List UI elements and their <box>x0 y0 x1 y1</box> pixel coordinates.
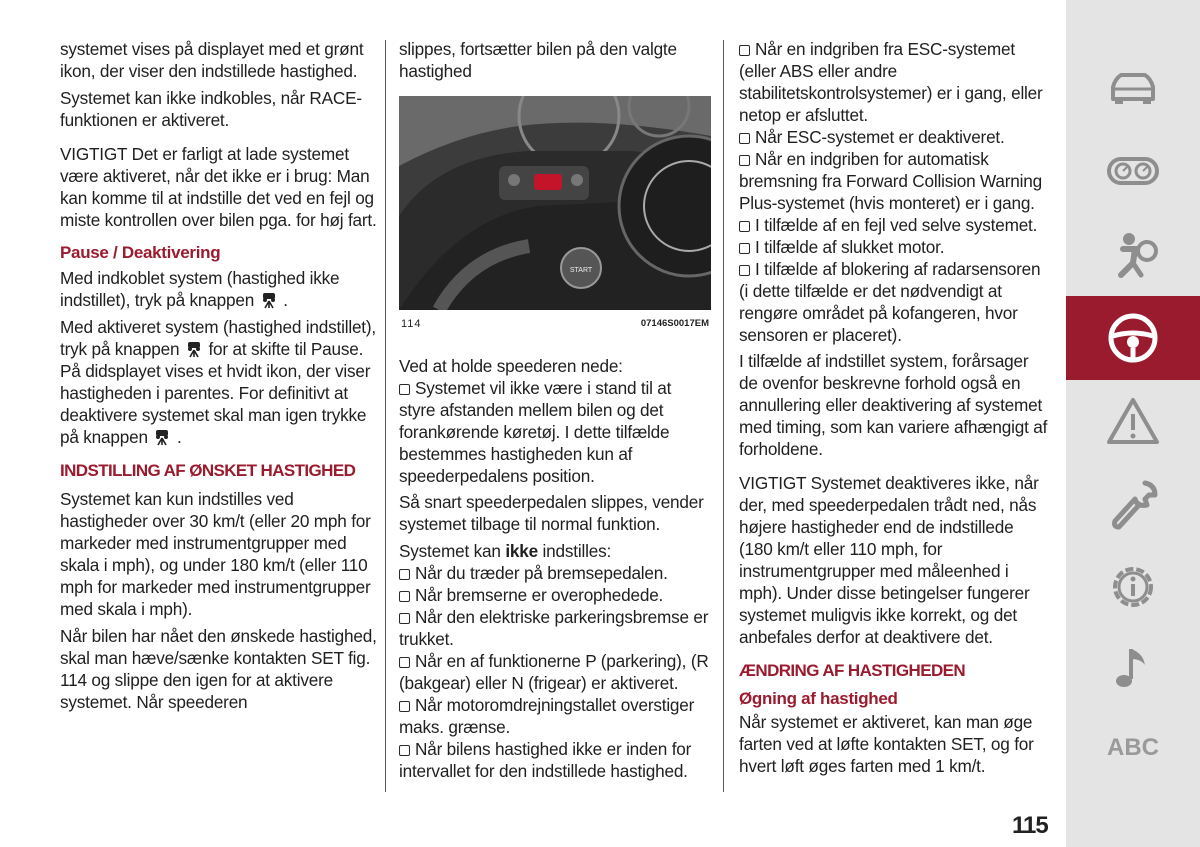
tab-warnings[interactable] <box>1066 380 1200 464</box>
paragraph: Når bilen har nået den ønskede hastighed, skal man hæve/sænke kontakten SET fig. 114 og slippe den igen for at aktivere systemet. Når speederen <box>60 626 377 712</box>
list-item: Når motoromdrejningstallet overstiger maks. grænse. <box>399 695 695 737</box>
checkbox-bullet-icon <box>739 243 750 254</box>
adaptive-cruise-button-icon <box>152 428 172 446</box>
info-gear-icon <box>1105 559 1161 615</box>
page-number: 115 <box>1012 812 1048 839</box>
tab-starting-driving[interactable] <box>1066 296 1200 380</box>
section-heading-change-speed: ÆNDRING AF HASTIGHEDEN <box>739 661 966 680</box>
checkbox-bullet-icon <box>399 745 410 756</box>
list-item: Systemet vil ikke være i stand til at styre afstanden mellem bilen og det forankørende køretøj. I dette tilfælde bestemmes hastigheden kun af speederpedalens position. <box>399 378 672 486</box>
subheading-pause: Pause / Deaktivering <box>60 243 221 262</box>
chapter-sidebar <box>1066 0 1200 847</box>
list-item: Når en indgriben for automatisk bremsning fra Forward Collision Warning Plus-systemet (hvis monteret) er i gang. <box>739 149 1042 213</box>
tab-maintenance[interactable] <box>1066 463 1200 547</box>
list-item: Når den elektriske parkeringsbremse er trukket. <box>399 607 709 649</box>
tab-dashboard[interactable] <box>1066 129 1200 213</box>
svg-text:START: START <box>569 267 593 274</box>
airbag-person-icon <box>1105 227 1161 283</box>
paragraph: Når systemet er aktiveret, kan man øge farten ved at løfte kontakten SET, og for hvert løft øges farten med 1 km/t. <box>739 712 1034 776</box>
checkbox-bullet-icon <box>399 384 410 395</box>
car-icon <box>1105 59 1161 115</box>
checkbox-bullet-icon <box>399 613 410 624</box>
tab-technical-data[interactable] <box>1066 545 1200 629</box>
list-item: Når en af funktionerne P (parkering), (R (bakgear) eller N (frigear) er aktiveret. <box>399 651 709 693</box>
list-item: Når bremserne er overophedede. <box>399 584 711 606</box>
checkbox-bullet-icon <box>739 155 750 166</box>
paragraph: Systemet kan kun indstilles ved hastigheder over 30 km/t (eller 20 mph for markeder med instrumentgrupper med skala i mph), og under 180 km/t (eller 110 mph for markeder med instrumentgrupper med skala i mph). <box>60 489 371 619</box>
checkbox-bullet-icon <box>399 701 410 712</box>
checkbox-bullet-icon <box>399 569 410 580</box>
checkbox-bullet-icon <box>739 221 750 232</box>
adaptive-cruise-button-icon <box>259 291 279 309</box>
paragraph: Systemet kan ikke indstilles: <box>399 541 612 561</box>
list-item: Når bilens hastighed ikke er inden for intervallet for den indstillede hastighed. <box>399 739 692 781</box>
paragraph: slippes, fortsætter bilen på den valgte hastighed <box>399 39 677 81</box>
column-1 <box>60 38 378 718</box>
tab-index[interactable] <box>1066 706 1200 790</box>
list-item: Når ESC-systemet er deaktiveret. <box>739 126 1051 148</box>
steering-wheel-photo <box>399 96 711 310</box>
column-3 <box>739 38 1051 782</box>
section-heading-set-speed: INDSTILLING AF ØNSKET HASTIGHED <box>60 461 356 480</box>
steering-wheel-icon <box>1105 310 1161 366</box>
checkbox-bullet-icon <box>739 45 750 56</box>
paragraph: VIGTIGT Det er farligt at lade systemet være aktiveret, når det ikke er i brug: Man kan komme til at indstille det ved en fejl og miste kontrollen over bilen pga. for høj fart. <box>60 144 377 230</box>
abc-index-label: ABC <box>1107 734 1159 761</box>
subheading-increase: Øgning af hastighed <box>739 689 898 708</box>
column-2 <box>399 38 711 87</box>
tab-multimedia[interactable] <box>1066 625 1200 709</box>
tab-car[interactable] <box>1066 45 1200 129</box>
column-divider <box>385 40 386 792</box>
paragraph: Med indkoblet system (hastighed ikke indstillet), tryk på knappen . <box>60 268 340 310</box>
adaptive-cruise-button-icon <box>184 340 204 358</box>
music-note-icon <box>1105 639 1161 695</box>
paragraph: Systemet kan ikke indkobles, når RACE-funktionen er aktiveret. <box>60 88 362 130</box>
tab-safety[interactable] <box>1066 213 1200 297</box>
list-item: Når en indgriben fra ESC-systemet (eller ABS eller andre stabilitetskontrolsystemer) er i gang, eller netop er afsluttet. <box>739 39 1043 125</box>
list-item: Når du træder på bremsepedalen. <box>399 562 711 584</box>
paragraph: VIGTIGT Systemet deaktiveres ikke, når der, med speederpedalen trådt ned, nås højere hastigheder end de indstillede (180 km/t eller 110 mph, for instrumentgrupper med måleenhed i mph). Under disse betingelser fungerer systemet muligvis ikke korrekt, og det anbefales derfor at deaktivere det. <box>739 473 1039 647</box>
warning-triangle-icon <box>1105 394 1161 450</box>
list-item: I tilfælde af blokering af radarsensoren (i dette tilfælde er det nødvendigt at rengøre området på kofangeren, hvor sensoren er placeret). <box>739 259 1041 345</box>
checkbox-bullet-icon <box>399 657 410 668</box>
paragraph: Ved at holde speederen nede: <box>399 356 623 376</box>
column-2-lower <box>399 355 711 782</box>
checkbox-bullet-icon <box>739 133 750 144</box>
wrench-icon <box>1105 477 1161 533</box>
checkbox-bullet-icon <box>399 591 410 602</box>
paragraph: I tilfælde af indstillet system, forårsager de ovenfor beskrevne forhold også en annullering eller deaktivering af systemet med timing, som kan variere afhængigt af forholdene. <box>739 351 1048 459</box>
paragraph: Så snart speederpedalen slippes, vender systemet tilbage til normal funktion. <box>399 492 704 534</box>
paragraph: Med aktiveret system (hastighed indstillet), tryk på knappen for at skifte til Pause. På didsplayet vises et hvidt ikon, der viser hastigheden i parentes. For definitivt at deaktivere systemet skal man igen trykke på knappen . <box>60 317 376 447</box>
paragraph: systemet vises på displayet med et grønt ikon, der viser den indstillede hastighed. <box>60 39 364 81</box>
list-item: I tilfælde af en fejl ved selve systemet. <box>739 214 1051 236</box>
column-divider <box>723 40 724 792</box>
figure-code: 07146S0017EM <box>640 318 709 329</box>
dashboard-icon <box>1105 143 1161 199</box>
figure-number: 114 <box>401 318 422 330</box>
list-item: I tilfælde af slukket motor. <box>739 236 1051 258</box>
checkbox-bullet-icon <box>739 265 750 276</box>
